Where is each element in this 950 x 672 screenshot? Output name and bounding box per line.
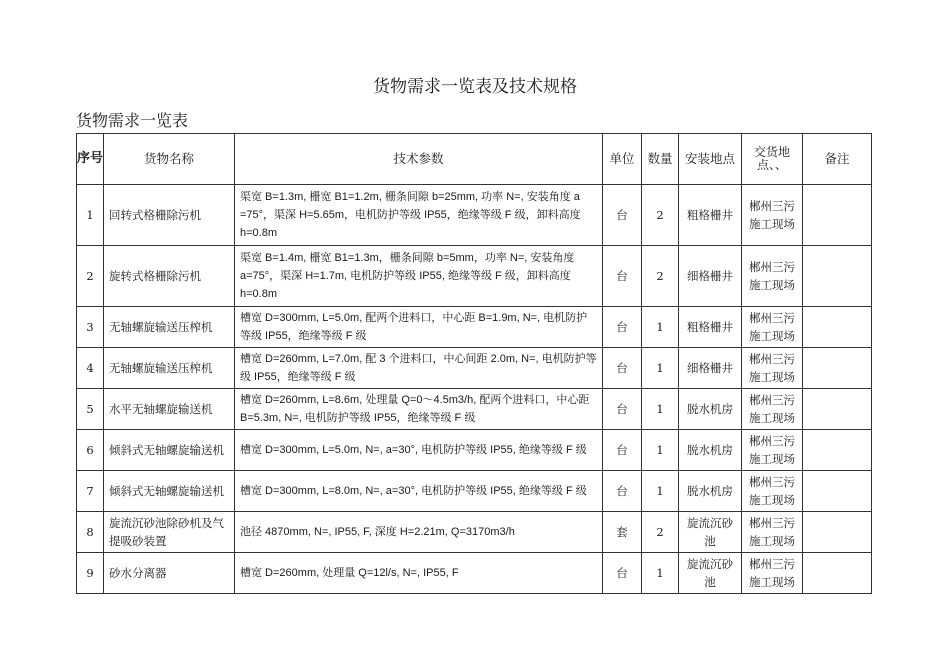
- cell-spec: 槽宽 D=300mm, L=8.0m, N=, a=30°, 电机防护等级 IP55, 绝缘等级 F 级: [235, 471, 603, 512]
- table-row: [77, 512, 872, 553]
- cell-delivery: 郴州三污施工现场: [742, 512, 803, 553]
- cell-num: 2: [77, 246, 104, 307]
- table-row: [77, 307, 872, 348]
- cell-remark: [803, 348, 872, 389]
- cell-delivery: 郴州三污施工现场: [742, 348, 803, 389]
- cell-spec: 槽宽 D=300mm, L=5.0m, N=, a=30°, 电机防护等级 IP55, 绝缘等级 F 级: [235, 430, 603, 471]
- cell-delivery: 郴州三污施工现场: [742, 185, 803, 246]
- cell-spec: 渠宽 B=1.3m, 栅宽 B1=1.2m, 栅条间隙 b=25mm, 功率 N=, 安装角度 a =75°，渠深 H=5.65m，电机防护等级 IP55，绝缘等级 F 级，卸料高度 h=0.8m: [235, 185, 603, 246]
- cell-remark: [803, 307, 872, 348]
- cell-name: 旋转式格栅除污机: [104, 246, 235, 307]
- cell-spec: 槽宽 D=300mm, L=5.0m, 配两个进料口，中心距 B=1.9m, N=, 电机防护等级 IP55，绝缘等级 F 级: [235, 307, 603, 348]
- cell-delivery: 郴州三污施工现场: [742, 246, 803, 307]
- header-spec: 技术参数: [235, 134, 603, 185]
- cell-qty: 1: [642, 307, 679, 348]
- cell-qty: 2: [642, 246, 679, 307]
- header-qty: 数量: [642, 134, 679, 185]
- cell-name: 倾斜式无轴螺旋输送机: [104, 430, 235, 471]
- table-row: [77, 246, 872, 307]
- cell-qty: 1: [642, 553, 679, 594]
- cell-num: 3: [77, 307, 104, 348]
- table-row: [77, 348, 872, 389]
- cell-unit: 台: [603, 348, 642, 389]
- cell-install: 脱水机房: [679, 430, 742, 471]
- cell-remark: [803, 553, 872, 594]
- cell-remark: [803, 471, 872, 512]
- goods-requirements-table: [76, 133, 872, 594]
- header-delivery: 交货地点、、: [742, 134, 803, 185]
- cell-remark: [803, 512, 872, 553]
- cell-delivery: 郴州三污施工现场: [742, 307, 803, 348]
- cell-num: 6: [77, 430, 104, 471]
- table-row: [77, 471, 872, 512]
- header-remark: 备注: [803, 134, 872, 185]
- cell-spec: 渠宽 B=1.4m, 栅宽 B1=1.3m，栅条间隙 b=5mm，功率 N=, 安装角度 a=75°，渠深 H=1.7m, 电机防护等级 IP55, 绝缘等级 F 级，卸料高度 h=0.8m: [235, 246, 603, 307]
- document-title: 货物需求一览表及技术规格: [373, 77, 577, 97]
- cell-qty: 1: [642, 430, 679, 471]
- cell-qty: 1: [642, 471, 679, 512]
- cell-qty: 2: [642, 512, 679, 553]
- cell-install: 粗格栅井: [679, 185, 742, 246]
- cell-remark: [803, 185, 872, 246]
- cell-num: 9: [77, 553, 104, 594]
- cell-install: 旋流沉砂池: [679, 553, 742, 594]
- cell-delivery: 郴州三污施工现场: [742, 389, 803, 430]
- cell-name: 水平无轴螺旋输送机: [104, 389, 235, 430]
- cell-unit: 台: [603, 307, 642, 348]
- cell-spec: 槽宽 D=260mm, 处理量 Q=12l/s, N=, IP55, F: [235, 553, 603, 594]
- cell-unit: 套: [603, 512, 642, 553]
- table-row: [77, 389, 872, 430]
- cell-delivery: 郴州三污施工现场: [742, 553, 803, 594]
- cell-unit: 台: [603, 553, 642, 594]
- cell-unit: 台: [603, 246, 642, 307]
- table-header-row: [77, 134, 872, 185]
- cell-install: 细格栅井: [679, 348, 742, 389]
- cell-name: 无轴螺旋输送压榨机: [104, 348, 235, 389]
- cell-spec: 槽宽 D=260mm, L=7.0m, 配 3 个进料口，中心间距 2.0m, N=, 电机防护等级 IP55，绝缘等级 F 级: [235, 348, 603, 389]
- cell-remark: [803, 430, 872, 471]
- cell-name: 旋流沉砂池除砂机及气提吸砂装置: [104, 512, 235, 553]
- cell-delivery: 郴州三污施工现场: [742, 471, 803, 512]
- cell-num: 5: [77, 389, 104, 430]
- table-row: [77, 430, 872, 471]
- cell-qty: 2: [642, 185, 679, 246]
- cell-name: 回转式格栅除污机: [104, 185, 235, 246]
- section-title: 货物需求一览表: [76, 111, 189, 130]
- cell-num: 1: [77, 185, 104, 246]
- cell-qty: 1: [642, 348, 679, 389]
- cell-unit: 台: [603, 389, 642, 430]
- table-row: [77, 553, 872, 594]
- cell-spec: 池径 4870mm, N=, IP55, F, 深度 H=2.21m, Q=3170m3/h: [235, 512, 603, 553]
- cell-name: 砂水分离器: [104, 553, 235, 594]
- header-unit: 单位: [603, 134, 642, 185]
- cell-name: 无轴螺旋输送压榨机: [104, 307, 235, 348]
- cell-unit: 台: [603, 185, 642, 246]
- cell-num: 8: [77, 512, 104, 553]
- cell-install: 脱水机房: [679, 471, 742, 512]
- header-name: 货物名称: [104, 134, 235, 185]
- cell-remark: [803, 246, 872, 307]
- cell-unit: 台: [603, 430, 642, 471]
- cell-num: 4: [77, 348, 104, 389]
- cell-unit: 台: [603, 471, 642, 512]
- cell-install: 旋流沉砂池: [679, 512, 742, 553]
- cell-install: 脱水机房: [679, 389, 742, 430]
- header-install: 安装地点: [679, 134, 742, 185]
- cell-qty: 1: [642, 389, 679, 430]
- cell-install: 粗格栅井: [679, 307, 742, 348]
- cell-remark: [803, 389, 872, 430]
- cell-install: 细格栅井: [679, 246, 742, 307]
- cell-delivery: 郴州三污施工现场: [742, 430, 803, 471]
- cell-num: 7: [77, 471, 104, 512]
- header-num: 序号: [77, 134, 104, 185]
- table-row: [77, 185, 872, 246]
- cell-name: 倾斜式无轴螺旋输送机: [104, 471, 235, 512]
- cell-spec: 槽宽 D=260mm, L=8.6m, 处理量 Q=0～4.5m3/h, 配两个进料口，中心距 B=5.3m, N=, 电机防护等级 IP55，绝缘等级 F 级: [235, 389, 603, 430]
